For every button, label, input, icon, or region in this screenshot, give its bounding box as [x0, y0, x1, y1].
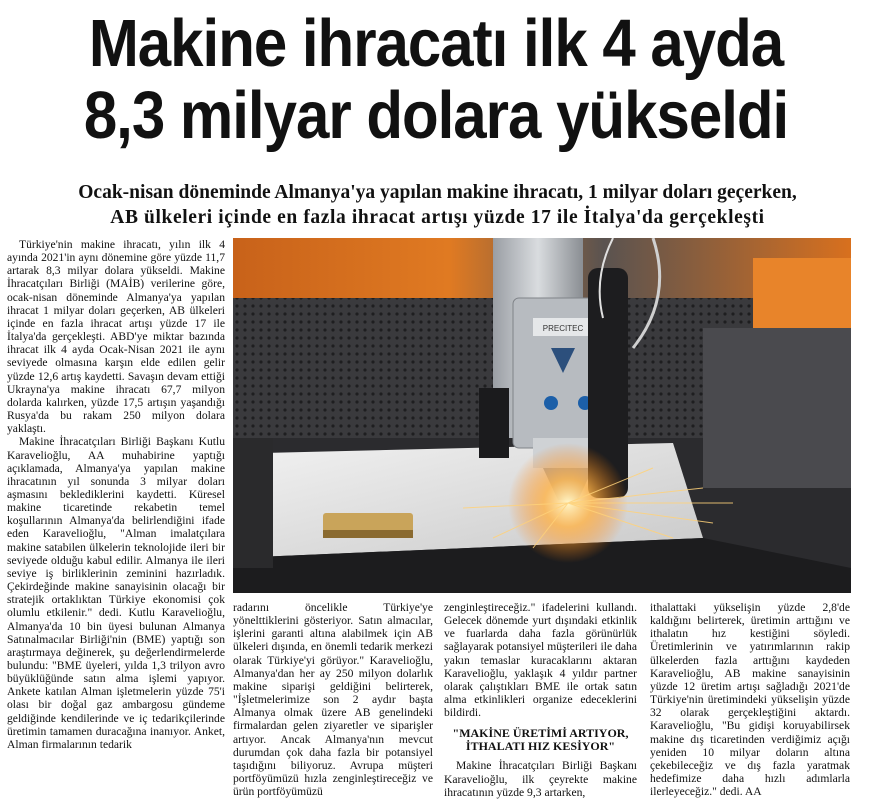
paragraph: zenginleştireceğiz." ifadelerini kullandı. Gelecek dönemde yurt dışındaki etkinlik ve fuarlarda daha fazla görünürlük sağlayarak potansiyel müşterileri ile daha yakın temaslar kuracaklarını aktaran Karavelioğlu, yaklaşık 4 yıldır partner olarak çalıştıkları BME ile ortak satın alma etkinlikleri organize edeceklerini bildirdi. — [444, 601, 637, 720]
paragraph: radarını öncelikle Türkiye'ye yönelttiklerini gösteriyor. Satın almacılar, işlerini garanti altına alabilmek için AB ülkeleri dışında, en önemli tedarik merkezi olarak Türkiye'yi görüyor." Karavelioğlu, Almanya'dan her ay 250 milyon dolarlık makine siparişi geldiğini belirterek, "İşletmelerimize son 2 aydır başta Almanya olmak üzere AB genelindeki firmalardan gelen ziyaretler ve siparişler artıyor. Ancak Almanya'nın mevcut durumdan çok daha fazla bir potansiyel taşıdığını biliyoruz. Avrupa müşteri portföyümüzü hızla zenginleştireceğiz ve ürün portföyümüzü — [233, 601, 433, 799]
paragraph: Makine İhracatçıları Birliği Başkanı Karavelioğlu, ilk çeyrekte makine ihracatının yüzde 9,3 artarken, — [444, 759, 637, 799]
subheadline — [10, 180, 865, 230]
subheadline-line-1: Ocak-nisan döneminde Almanya'ya yapılan makine ihracatı, 1 milyar doları geçerken, — [78, 182, 797, 203]
laser-cutting-machine-photo — [233, 238, 851, 593]
article-column-3 — [444, 601, 637, 806]
subheadline-line-2: AB ülkeleri içinde en fazla ihracat artışı yüzde 17 ile İtalya'da gerçekleşti — [110, 207, 765, 228]
article-column-2 — [233, 601, 433, 806]
section-heading: "MAKİNE ÜRETİMİ ARTIYOR, İTHALATI HIZ KESİYOR" — [452, 726, 629, 754]
article-column-4 — [650, 601, 850, 806]
paragraph: Makine İhracatçıları Birliği Başkanı Kutlu Karavelioğlu, AA muhabirine yaptığı açıklamada, Almanya'ya yapılan makine ihracatının yıl sonunda 3 milyar doları aşmasını beklediklerini kaydetti. Küresel makine ticaretinde rekabetin temel koşullarının Almanya'da belirlendiğini ifade eden Karavelioğlu, "Alman imalatçılara makine satabilen ülkelerin teknolojide ileri bir seviyede olduğu kabul edilir. Almanya ile ileri seviye iş birliklerinin zeminini hazırladık. Çekirdeğinde makine sanayisinin olacağı bir stratejik ortaklıktan Türkiye ekonomisi çok olumlu etkilenir." dedi. Kutlu Karavelioğlu, Almanya'da 10 bin üyesi bulunan Almanya Satınalmacılar Birliği'nin (BME) yaptığı son araştırmaya değinerek, şu değerlendirmelerde bulundu: "BME üyeleri, yılda 1,3 trilyon avro büyüklüğünde satın alma işlemi yapıyor. Ankete katılan Alman işletmelerin yüzde 75'i olası bir doğal gaz ambargosu gündeme geldiğinde kendilerinde ve iç tedarikçilerinde üretimin tamamen duracağına inanıyor. Anket, Alman firmalarının tedarik — [7, 435, 225, 751]
paragraph: ithalattaki yükselişin yüzde 2,8'de kaldığını belirterek, üretimin arttığını ve ithalatın hız kestiğini söyledi. Üretimlerinin ve yatırımlarının rakip ülkelerden fazla arttığını kaydeden Karavelioğlu, AB makine sanayisinin yüzde 12 üretim artışı sağladığı 2021'de Türkiye'nin üretimindeki yükselişin yüzde 32 olarak gerçekleştiğini aktardı. Karavelioğlu, "Bu gidişi koruyabilirsek makine dış ticaretinden verdiğimiz açığı yeniden 10 milyar doların altına çekebileceğiz ve dış fazla yaratmak hedefimize daha hızlı adımlarla ilerleyeceğiz." dedi. AA — [650, 601, 850, 799]
paragraph: Türkiye'nin makine ihracatı, yılın ilk 4 ayında 2021'in aynı dönemine göre yüzde 11,7 artarak 8,3 milyar dolara yükseldi. Makine İhracatçıları Birliği (MAİB) verilerine göre, ocak-nisan döneminde Almanya'ya yapılan ihracat 1 milyar doları geçerken, AB ülkeleri içinde en fazla ihracat artışı yüzde 17 ile İtalya'da gerçekleşti. ABD'ye miktar bazında ihracat ilk 4 ayda Ocak-Nisan 2021 ile aynı seviyede olmasına karşın elde edilen gelir yüzde 12,6 artış kaydetti. Savaşın devam ettiği Ukrayna'ya makine ihracatı 67,7 milyon dolarda kalırken, yüzde 17,5 artışın yaşandığı Rusya'da bu rakam 250 milyon dolara yaklaştı. — [7, 238, 225, 436]
photo-illustration — [233, 238, 851, 593]
headline — [0, 5, 872, 153]
article-column-1 — [7, 238, 225, 804]
headline-line-1: Makine ihracatı ilk 4 ayda — [88, 5, 784, 81]
headline-line-2: 8,3 milyar dolara yükseldi — [83, 77, 789, 153]
brand-label: PRECITEC — [542, 324, 584, 333]
